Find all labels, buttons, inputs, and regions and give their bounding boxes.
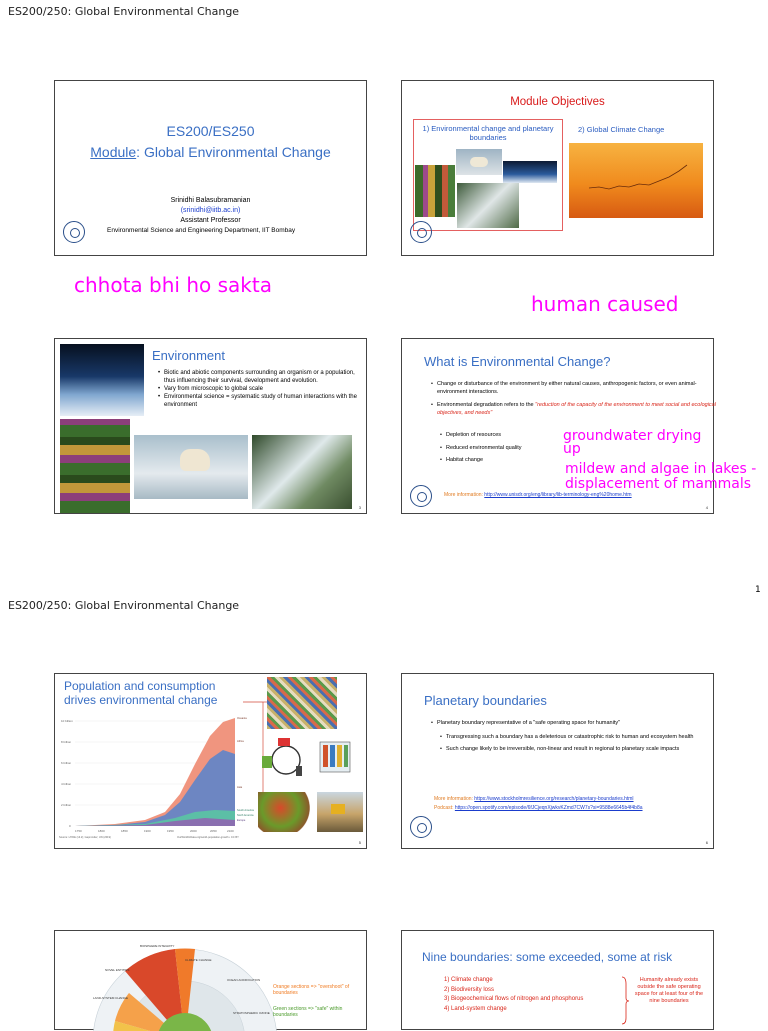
slide-planetary-boundaries [401, 673, 714, 849]
slide-population [54, 673, 367, 849]
y-tick: 4 billion [61, 782, 72, 786]
diagram-label: STRATOSPHERIC OZONE [233, 1011, 270, 1015]
y-axis-ticks [61, 719, 73, 828]
environment-bullets [156, 369, 364, 409]
page-header: ES200/250: Global Environmental Change [8, 5, 240, 18]
degradation-quote: "reduction of the capacity of the environment to meet social and ecological objectives, and needs" [437, 402, 716, 416]
objective-1-label: 1) Environmental change and planetary boundaries [422, 124, 554, 142]
planetary-sub-bullets [438, 734, 696, 753]
slide-number: 4 [705, 505, 708, 510]
slide-number: 5 [358, 840, 361, 845]
page-header: ES200/250: Global Environmental Change [8, 599, 240, 612]
environment-title: Environment [152, 348, 225, 363]
more-info-line [444, 492, 632, 498]
podcast-line [434, 805, 643, 811]
slide-module-line [55, 144, 366, 160]
consumption-icon [260, 736, 355, 784]
sub-bullet: • Reduced environmental quality [446, 442, 522, 455]
chart-source-right: OurWorldInData.org/world-population-growth • CC BY [177, 836, 239, 839]
sub-bullet: • Such change likely to be irreversible, non-linear and result in regional to planetary scale impacts [446, 746, 696, 753]
species-grid-photo [415, 165, 455, 217]
x-tick: 2100 [227, 829, 234, 833]
region-label: North America [237, 814, 254, 817]
green-sections-note: Green sections => "safe" within boundaries [273, 1006, 343, 1018]
region-label: South America [237, 809, 254, 812]
x-tick: 2050 [210, 829, 217, 833]
x-tick: 1950 [167, 829, 174, 833]
x-tick: 2000 [190, 829, 197, 833]
page-number: 1 [755, 585, 761, 595]
polar-bear-ice-photo [134, 435, 248, 499]
slide-boundaries-diagram [54, 930, 367, 1030]
institute-logo-icon [410, 816, 432, 838]
climate-sunset-graph-photo [569, 143, 703, 218]
y-tick: 0 [69, 824, 71, 828]
region-label: Oceania [237, 717, 247, 720]
boundary-item: 1) Climate change [444, 977, 493, 983]
slide-title [54, 80, 367, 256]
annotation-chhota: chhota bhi ho sakta [74, 273, 272, 297]
diagram-label: CLIMATE CHANGE [185, 958, 212, 962]
more-info-label: More information: [434, 796, 475, 802]
slide-number: 3 [358, 505, 361, 510]
temperature-trend-icon [569, 143, 703, 218]
diagram-label: NOVEL ENTITIES [105, 968, 130, 972]
slide-number: 6 [705, 840, 708, 845]
more-info-line [434, 796, 634, 802]
bullet: • Change or disturbance of the environment by either natural causes, anthropogenic factors, or even animal-environment interactions. [437, 381, 717, 396]
population-title-1: Population and consumption [64, 679, 216, 693]
waterfall-photo [457, 183, 519, 228]
chart-source: Source: HYDE (v3.2); Gapminder; UN (2019) [59, 836, 111, 839]
module-rest: : Global Environmental Change [136, 144, 331, 160]
institute-logo-icon [63, 221, 85, 243]
planetary-title: Planetary boundaries [424, 693, 547, 708]
region-label: Asia [237, 786, 243, 789]
annotation-groundwater-up: up [563, 441, 581, 457]
boundary-item: 2) Biodiversity loss [444, 986, 495, 993]
species-collage-photo [60, 419, 130, 513]
polar-bear-photo [456, 149, 502, 175]
vegetable-basket-photo [258, 792, 314, 832]
river-rocks-photo [252, 435, 352, 509]
bullet: • Planetary boundary representative of a "safe operating space for humanity" [437, 720, 717, 727]
consumption-icons-illustration [260, 736, 355, 784]
boundary-item: 4) Land-system change [444, 1005, 507, 1012]
annotation-mildew: mildew and algae in lakes - [565, 461, 757, 477]
objectives-title: Module Objectives [510, 96, 605, 108]
author-name: Srinidhi Balasubramanian [170, 197, 251, 204]
annotation-mammals: displacement of mammals [565, 476, 751, 492]
slide-module-objectives [401, 80, 714, 256]
bullet: • Environmental science = systematic study of human interactions with the environment [164, 393, 364, 409]
env-change-bullets [429, 381, 717, 417]
author-email: (srinidhi@iitb.ac.in) [180, 207, 241, 214]
diagram-label: BIOSPHERE INTEGRITY [140, 944, 175, 948]
bullet: • Biotic and abiotic components surrounding an organism or a population, thus influencing their survival, development and evolution. [164, 369, 364, 385]
podcast-link[interactable]: https://open.spotify.com/episode/6fJCjeqnXjwkvKZmd7CW7s?si=9588e6645b4f4b8a [454, 805, 643, 811]
mining-photo [317, 792, 363, 832]
bullet: • Vary from microscopic to global scale [164, 385, 364, 393]
sub-bullet: • Habitat change [446, 454, 522, 467]
x-tick: 1850 [121, 829, 128, 833]
author-department: Environmental Science and Engineering Department, IIT Bombay [107, 227, 296, 234]
x-axis-ticks [75, 829, 234, 833]
bullet [437, 402, 717, 417]
planetary-boundaries-diagram [55, 931, 270, 1031]
env-change-title: What is Environmental Change? [424, 354, 611, 369]
annotation-groundwater: groundwater drying [563, 428, 702, 444]
boundaries-list [444, 976, 583, 1014]
y-tick: 6 billion [61, 761, 72, 765]
region-label: Africa [237, 740, 244, 743]
slide-nine-boundaries [401, 930, 714, 1030]
y-tick: 8 billion [61, 740, 72, 744]
sub-bullet: • Transgressing such a boundary has a deleterious or catastrophic risk to human and ecosystem health [446, 734, 696, 741]
earth-horizon-photo [503, 161, 557, 183]
author-position: Assistant Professor [180, 217, 241, 224]
objective-2-label: 2) Global Climate Change [578, 125, 665, 134]
boundary-item: 3) Biogeochemical flows of nitrogen and phosphorus [444, 996, 584, 1002]
nine-boundaries-title: Nine boundaries: some exceeded, some at risk [422, 950, 673, 964]
y-tick: 2 billion [61, 803, 72, 807]
bullet-prefix: Environmental degradation refers to the [437, 402, 536, 408]
orange-sections-note: Orange sections => "overshoot" of boundaries [273, 984, 350, 996]
humanity-callout: Humanity already exists outside the safe operating space for at least four of the nine boundaries [634, 977, 704, 1004]
sub-bullet: • Depletion of resources [446, 429, 522, 442]
x-tick: 1800 [98, 829, 105, 833]
slide-environment [54, 338, 367, 514]
bracket-icon [620, 976, 630, 1026]
population-title-2: drives environmental change [64, 693, 218, 707]
earth-from-space-photo [60, 344, 144, 416]
more-info-label: More information: [444, 492, 485, 498]
more-info-link[interactable]: http://www.unisdr.org/eng/library/lib-terminology-eng%20home.htm [484, 492, 632, 498]
y-tick: 10 billion [61, 719, 73, 723]
slide-title-line1: ES200/ES250 [166, 123, 255, 139]
institute-logo-icon [410, 485, 432, 507]
x-tick: 1900 [144, 829, 151, 833]
region-label: Europe [237, 819, 246, 822]
x-tick: 1750 [75, 829, 82, 833]
podcast-label: Podcast: [434, 805, 455, 811]
institute-logo-icon [410, 221, 432, 243]
annotation-human-caused: human caused [531, 292, 679, 316]
env-change-sub-bullets [438, 429, 522, 467]
crowd-illustration [267, 677, 337, 729]
diagram-label: OCEAN ACIDIFICATION [227, 978, 261, 982]
population-chart [55, 714, 255, 842]
planetary-bullets [429, 720, 717, 727]
diagram-label: LAND-SYSTEM CHANGE [93, 996, 129, 1000]
more-info-link[interactable]: https://www.stockholmresilience.org/research/planetary-boundaries.html [474, 796, 634, 802]
module-word: Module [90, 144, 137, 160]
